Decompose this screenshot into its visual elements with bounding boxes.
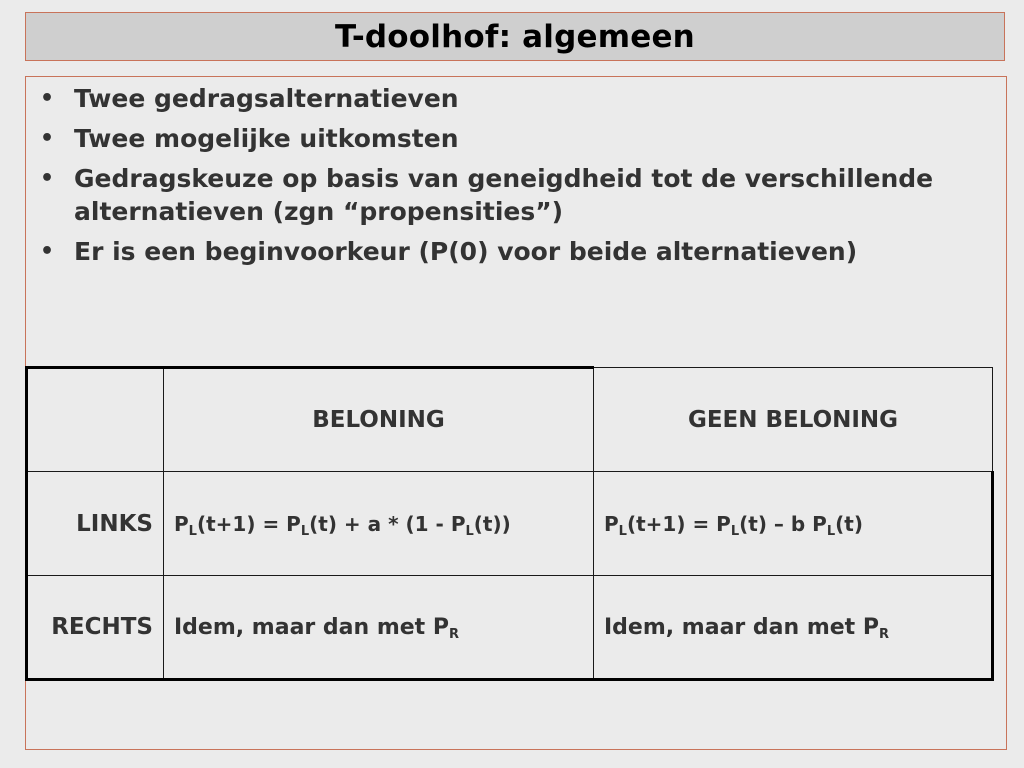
column-header-beloning: BELONING xyxy=(164,368,594,472)
formula-part: (t) xyxy=(835,511,863,536)
bullet-icon: • xyxy=(40,166,55,191)
bullet-item xyxy=(40,162,1000,228)
formula-links-geen-beloning xyxy=(594,472,993,576)
formula-subscript: L xyxy=(826,523,836,539)
formula-part: (t+1) = P xyxy=(196,511,301,536)
cell-rechts-beloning xyxy=(164,576,594,680)
bullet-icon: • xyxy=(40,86,55,111)
table-row-links xyxy=(27,472,993,576)
reward-table xyxy=(25,366,994,681)
formula-part: (t)) xyxy=(473,511,511,536)
cell-subscript: R xyxy=(448,626,459,642)
cell-text: Idem, maar dan met P xyxy=(604,614,879,640)
bullet-item xyxy=(40,122,1000,155)
cell-subscript: R xyxy=(878,626,889,642)
formula-links-beloning xyxy=(164,472,594,576)
formula-part: P xyxy=(174,511,189,536)
bullet-icon: • xyxy=(40,239,55,264)
formula-part: (t) + a * (1 - P xyxy=(309,511,466,536)
bullet-item xyxy=(40,82,1000,115)
row-label-links: LINKS xyxy=(27,472,164,576)
column-header-geen-beloning: GEEN BELONING xyxy=(594,368,993,472)
formula-subscript: L xyxy=(188,523,197,539)
cell-rechts-geen-beloning xyxy=(594,576,993,680)
formula-part: (t+1) = P xyxy=(626,511,731,536)
formula-subscript: L xyxy=(618,523,627,539)
bullet-list xyxy=(40,82,1000,275)
table-row-rechts xyxy=(27,576,993,680)
table-header-row xyxy=(27,368,993,472)
bullet-text: Gedragskeuze op basis van geneigdheid tot de verschillende alternatieven (zgn “propensities”) xyxy=(74,164,934,226)
bullet-text: Twee mogelijke uitkomsten xyxy=(74,124,459,153)
bullet-text: Er is een beginvoorkeur (P(0) voor beide alternatieven) xyxy=(74,237,858,266)
row-label-rechts: RECHTS xyxy=(27,576,164,680)
formula-subscript: L xyxy=(730,523,740,539)
title-bar xyxy=(25,12,1005,61)
formula-part: (t) – b P xyxy=(739,511,827,536)
cell-text: Idem, maar dan met P xyxy=(174,614,449,640)
slide-title: T-doolhof: algemeen xyxy=(335,18,695,55)
formula-subscript: L xyxy=(300,523,310,539)
bullet-icon: • xyxy=(40,126,55,151)
bullet-item xyxy=(40,235,1000,268)
formula-subscript: L xyxy=(465,523,474,539)
formula-part: P xyxy=(604,511,619,536)
table-corner-cell xyxy=(27,368,164,472)
bullet-text: Twee gedragsalternatieven xyxy=(74,84,459,113)
